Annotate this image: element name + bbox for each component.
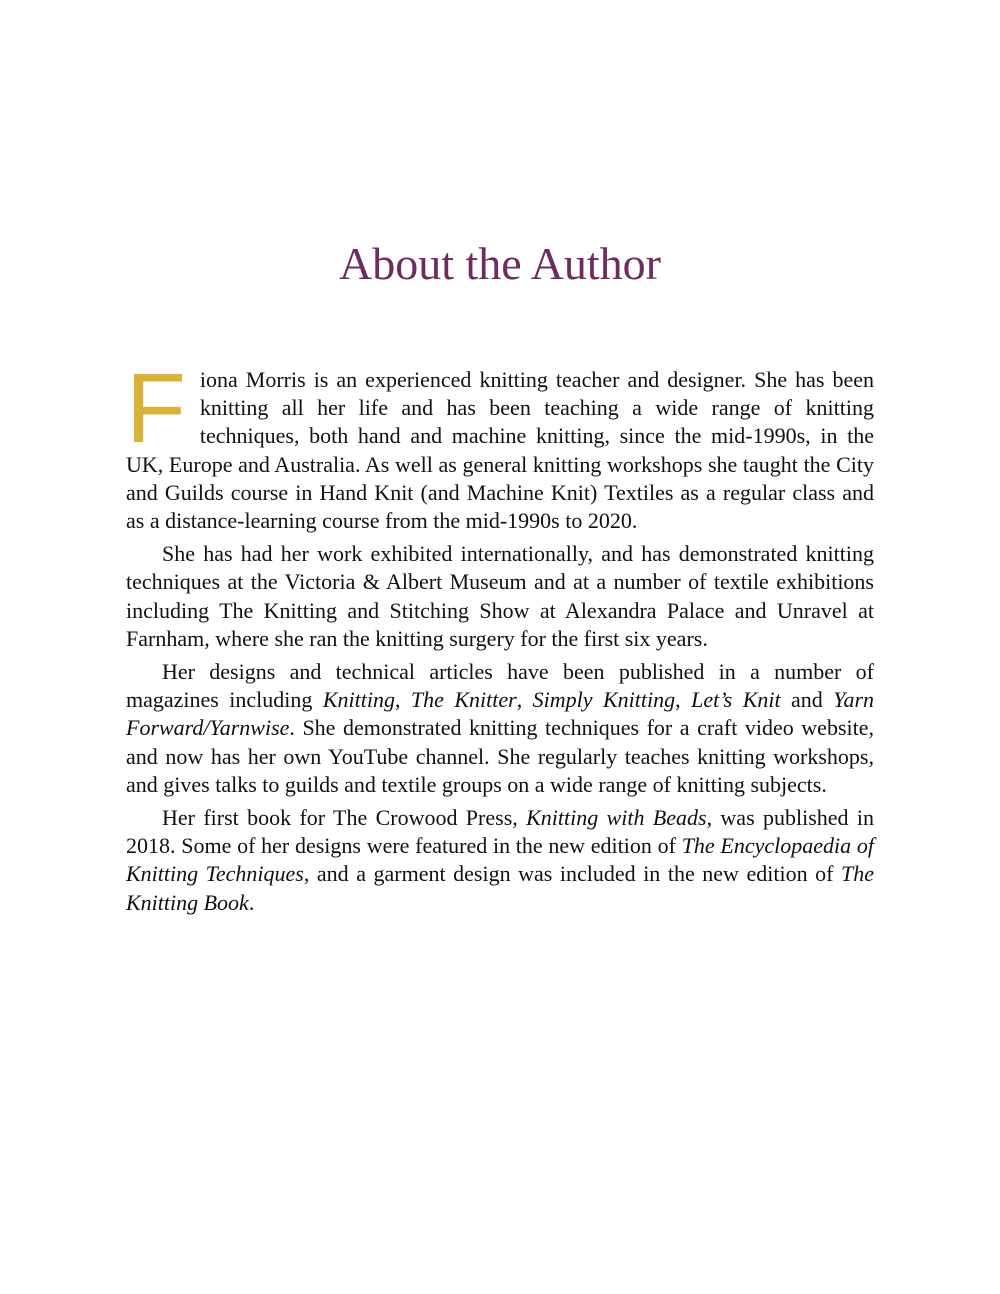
bio-p3-text-b: . She demonstrated knitting techniques for a craft video website, and now has her own YouTube channel. She regularly teaches knitting workshops, and gives talks to guilds and textile groups on a wide range of knitting subjects.	[126, 715, 874, 797]
bio-p4-text-c: , and a garment design was included in the new edition of	[303, 861, 841, 887]
author-bio	[126, 353, 875, 922]
book-title-encyclopaedia: The Encyclopaedia of Knitting Techniques	[126, 833, 874, 887]
bio-p4-text-d: .	[248, 889, 255, 915]
bio-paragraph-2-text: She has had her work exhibited internationally, and has demonstrated knitting techniques at the Victoria & Albert Museum and at a number of textile exhibitions including The Knitting and Stitching Show at Alexandra Palace and Unravel at Farnham, where she ran the knitting surgery for the first six years.	[126, 541, 874, 651]
magazine-title-lets-knit: Let’s Knit	[691, 687, 781, 713]
magazine-title-the-knitter: The Knitter	[410, 687, 517, 713]
bio-p3-sep-2: ,	[516, 687, 533, 713]
bio-paragraph-1-text: iona Morris is an experienced knitting teacher and designer. She has been knitting all her life and has been teaching a wide range of knitting techniques, both hand and machine knitting, since the mid-1990s, in the UK, Europe and Australia. As well as general knitting workshops she taught the City and Guilds course in Hand Knit (and Machine Knit) Textiles as a regular class and as a distance-learning course from the mid-1990s to 2020.	[126, 367, 874, 534]
bio-paragraph-2	[126, 540, 874, 653]
bio-p4-text-b: , was published in 2018. Some of her designs were featured in the new edition of	[126, 805, 874, 859]
magazine-title-yarn-forward: Yarn Forward/Yarnwise	[126, 687, 875, 741]
magazine-title-knitting: Knitting	[322, 687, 395, 713]
book-title-knitting-with-beads: Knitting with Beads	[526, 805, 707, 831]
drop-cap-letter: F	[126, 353, 186, 463]
bio-p3-sep-1: ,	[394, 687, 411, 713]
bio-p4-text-a: Her first book for The Crowood Press,	[162, 805, 527, 831]
bio-paragraph-1	[126, 353, 874, 535]
book-title-the-knitting-book: The Knitting Book	[126, 861, 874, 915]
bio-paragraph-4	[126, 804, 874, 917]
bio-p3-text-a: Her designs and technical articles have been published in a number of magazines including	[126, 659, 874, 713]
page-title: About the Author	[339, 238, 661, 289]
bio-p3-sep-4: and	[780, 687, 834, 713]
bio-paragraph-3	[126, 658, 874, 799]
bio-p3-sep-3: ,	[675, 687, 692, 713]
magazine-title-simply-knitting: Simply Knitting	[532, 687, 676, 713]
